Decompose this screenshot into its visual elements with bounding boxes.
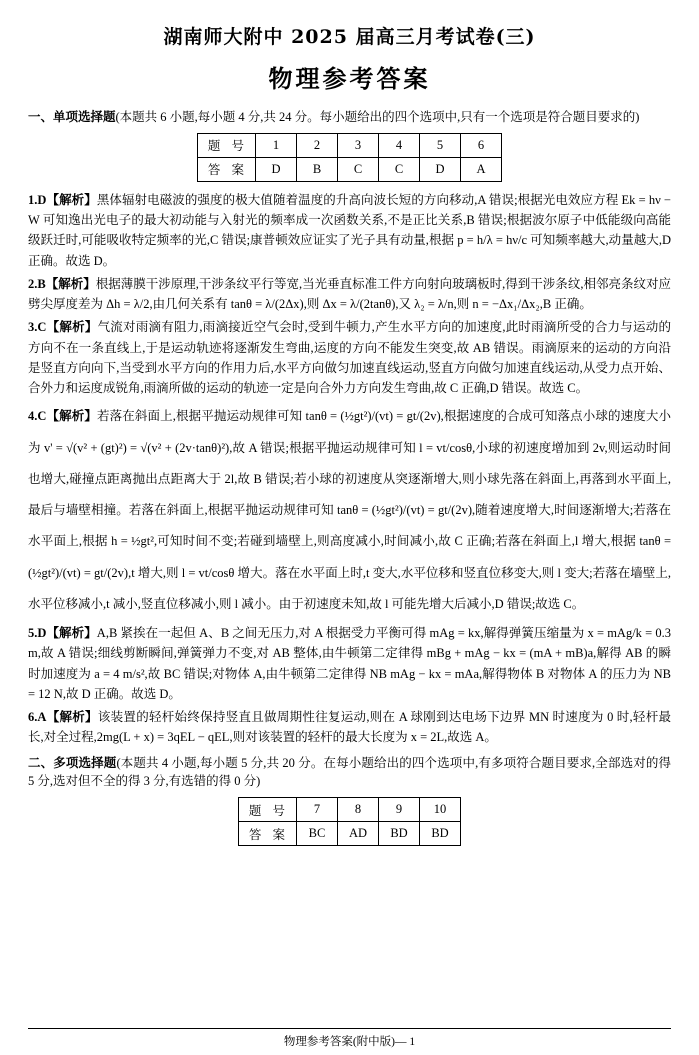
section-1-answer-table [197, 133, 502, 182]
question-number-cell: 7 [297, 798, 338, 822]
solution-number: 4.C [28, 409, 47, 424]
solution-tag: 【解析】 [46, 409, 98, 424]
question-number-cell: 6 [461, 133, 502, 157]
solution-number: 1.D [28, 192, 47, 207]
answer-cell: B [297, 157, 338, 181]
answer-cell: D [256, 157, 297, 181]
answer-cell: D [420, 157, 461, 181]
solution-number: 2.B [28, 276, 46, 291]
question-number-cell: 4 [379, 133, 420, 157]
solution-item [28, 401, 671, 620]
solution-text: A,B 紧挨在一起但 A、B 之间无压力,对 A 根据受力平衡可得 mAg = kx,解得弹簧压缩量为 x = mAg/k = 0.3 m,故 A 错误;细线剪断瞬间,弹簧弹力不变,对 AB 整体,由牛顿第二定律得 mBg + mAg − kx = (mA + mB)a,解得 AB 的瞬时加速度为 a = 4 m/s²,故 BC 错误;对物体 A,由牛顿第二定律得 NB mAg − kx = mAa,解得物体 B 对物体 A 的压力为 NB = 12 N,故 D 正确。故选 D。 [28, 626, 671, 701]
table-row [198, 157, 502, 181]
answer-cell: A [461, 157, 502, 181]
table-row [239, 822, 461, 846]
row-header-question-number: 题 号 [239, 798, 297, 822]
solution-item [28, 707, 671, 748]
question-number-cell: 2 [297, 133, 338, 157]
question-number-cell: 1 [256, 133, 297, 157]
section-2-answer-table-wrap [28, 797, 671, 846]
solution-item [28, 623, 671, 704]
answer-cell: C [338, 157, 379, 181]
section-2-heading-normal: (本题共 4 小题,每小题 5 分,共 20 分。在每小题给出的四个选项中,有多项符合题目要求,全部选对的得 5 分,选对但不全的得 3 分,有选错的得 0 分) [28, 755, 671, 789]
solution-tag: 【解析】 [46, 710, 98, 724]
solution-number: 5.D [28, 626, 47, 640]
solution-number: 3.C [28, 320, 47, 335]
row-header-answer: 答 案 [198, 157, 256, 181]
solution-text: 根据薄膜干涉原理,干涉条纹平行等宽,当光垂直标准工件方向射向玻璃板时,得到干涉条纹,相邻亮条纹对应劈尖厚度差为 Δh = λ/2,由几何关系有 tanθ = λ/(2Δx),则 Δx = λ/(2tanθ),又 λ₂ = λ/n,则 n = −Δx₁/Δx₂,B 正确。 [28, 276, 671, 311]
answer-cell: C [379, 157, 420, 181]
question-number-cell: 9 [379, 798, 420, 822]
page-footer [0, 1028, 699, 1049]
page-title: 湖南师大附中 2025 届高三月考试卷(三) [163, 26, 536, 48]
solution-number: 6.A [28, 710, 47, 724]
answer-cell: BD [379, 822, 420, 846]
row-header-question-number: 题 号 [198, 133, 256, 157]
solution-tag: 【解析】 [46, 626, 97, 640]
section-1-heading-normal: (本题共 6 小题,每小题 4 分,共 24 分。每小题给出的四个选项中,只有一个选项是符合题目要求的) [115, 110, 640, 124]
question-number-cell: 5 [420, 133, 461, 157]
table-row [239, 798, 461, 822]
table-row [198, 133, 502, 157]
section-1-heading [28, 108, 671, 127]
footer-text: 物理参考答案(附中版)— 1 [283, 1036, 416, 1048]
row-header-answer: 答 案 [239, 822, 297, 846]
solution-item [28, 317, 671, 398]
solution-text: 该装置的轻杆始终保持竖直且做周期性往复运动,则在 A 球刚到达电场下边界 MN 时速度为 0 时,轻杆最长,对全过程,2mg(L + x) = 3qEL − qEL,则对该装置的轻杆的最大长度为 x = 2L,故选 A。 [28, 710, 671, 745]
solution-item [28, 274, 671, 315]
question-number-cell: 8 [338, 798, 379, 822]
answer-cell: AD [338, 822, 379, 846]
solution-tag: 【解析】 [45, 276, 96, 291]
section-1-answer-table-wrap [28, 133, 671, 182]
solution-text: 若落在斜面上,根据平抛运动规律可知 tanθ = (½gt²)/(vt) = gt/(2v),根据速度的合成可知落点小球的速度大小为 v' = √(v² + (gt)²) = √(v² + (2v·tanθ)²),故 A 错误;根据平抛运动规律可知 l = vt/cosθ,小球的初速度增加到 2v,则运动时间也增大,碰撞点距离抛出点距离大于 2l,故 B 错误;若小球的初速度从突逐渐增大,则小球先落在斜面上,再落到水平面上,最后与墙壁相撞。若落在斜面上,根据平抛运动规律可知 tanθ = (½gt²)/(vt) = gt/(2v),随着速度增大,时间逐渐增大;若落在水平面上,根据 h = ½gt²,可知时间不变;若碰到墙壁上,则高度减小,时间减小,故 C 正确;若落在斜面上,l 增大,根据 tanθ = (½gt²)/(vt) = gt/(2v),t 增大,则 l = vt/cosθ 增大。落在水平面上时,t 变大,水平位移和竖直位移变大,则 l 变大;若落在墙壁上,水平位移减小,t 减小,竖直位移减小,则 l 减小。由于初速度未知,故 l 可能先增大后减小,D 错误;故选 C。 [28, 409, 671, 611]
section-2-heading [28, 754, 671, 792]
question-number-cell: 10 [420, 798, 461, 822]
page-subtitle: 物理参考答案 [268, 64, 431, 93]
solution-tag: 【解析】 [46, 320, 98, 335]
question-number-cell: 3 [338, 133, 379, 157]
answer-cell: BD [420, 822, 461, 846]
solution-tag: 【解析】 [46, 192, 97, 207]
footer-divider [28, 1028, 671, 1029]
section-2-answer-table [238, 797, 461, 846]
solution-text: 气流对雨滴有阻力,雨滴接近空气会时,受到牛顿力,产生水平方向的加速度,此时雨滴所受的合力与运动的方向不在一条直线上,于是运动轨迹将逐渐发生弯曲,运度的方向不能发生突变,故 AB 错误。雨滴原来的运动的方向沿是竖直方向向下,当受到水平方向的作用力后,水平方向做匀加速直线运动,竖直方向做匀加速直线运动,从受力点开始、合外力和运度成锐角,雨滴所做的运动的轨迹一定是向合外力方向发生弯曲,故 C 正确,D 错误。故选 C。 [28, 320, 671, 395]
answer-cell: BC [297, 822, 338, 846]
section-2-heading-bold: 二、多项选择题 [28, 755, 117, 770]
solution-item [28, 190, 671, 271]
solution-text: 黑体辐射电磁波的强度的极大值随着温度的升高向波长短的方向移动,A 错误;根据光电效应方程 Ek = hν − W 可知逸出光电子的最大初动能与入射光的频率成一次函数关系,不是正比关系,B 错误;根据波尔原子中低能级向高能级跃迁时,可能吸收特定频率的光,C 错误;康普顿效应证实了光子具有动量,根据 p = h/λ = hν/c 可知频率越大,动量越大,D 正确。故选 D。 [28, 192, 671, 268]
section-1-heading-bold: 一、单项选择题 [28, 110, 116, 124]
